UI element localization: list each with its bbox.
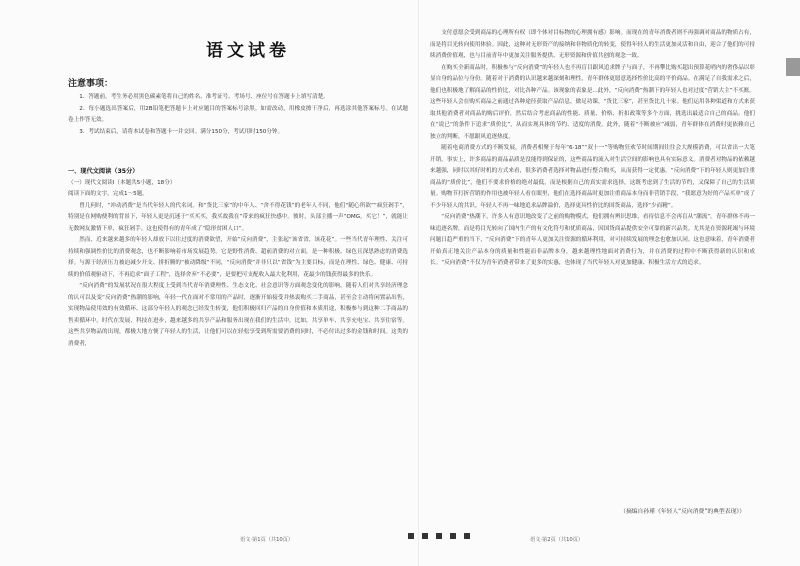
passage-paragraph: 随着电商消费方式的不断发展，消费者相聚于每年“6·18”“双十一”等购物狂欢节时间期间往往会大规模消费，可以省出一大笔开销。事实上，许多商品的商品品质是没能得到保证的，这些商品的流入对生活空间的影响也具有实际意义。消费者对物品的依赖越来越强，同时以其好时机的方式来看，很多消费者选择对物品进行整合购买，从而获得一定优惠。“反向消费”下的年轻人则更加注重商品的“质价比”，他们不要求价格的绝对最低，而是根据自己的真实需求选择，这既考虑到了生活的节约，又保障了自己的生活质量。购物节打折营销的作用也被年轻人看在眼里，他们在选择商品时更加注重商品本身而非营销手段，“我愿意为好的产品买单”成了不少年轻人的共识。年轻人不再一味地追求品牌溢价，选择更具性价比的国货商品，选择“少而精”。 bbox=[430, 145, 755, 209]
registration-mark bbox=[464, 533, 470, 539]
page-fold bbox=[418, 0, 419, 566]
page-number-left: 语文·第1页（共10页） bbox=[240, 537, 294, 543]
notice-item: 2．每小题选出答案后，用2B铅笔把答题卡上对应题目的答案标号涂黑。如需改动，用橡皮擦干净后，再选涂其他答案标号。在试题卷上作答无效。 bbox=[68, 105, 408, 123]
notice-heading: 注意事项： bbox=[68, 79, 114, 89]
registration-mark bbox=[450, 533, 456, 539]
subsection-title: （一）现代文阅读Ⅰ（本题共5小题，18分） bbox=[68, 179, 176, 186]
registration-mark bbox=[436, 533, 442, 539]
notice-item: 1．答题前，考生务必用黑色碳素笔将自己的姓名、准考证号、考场号、座位号在答题卡上填写清楚。 bbox=[79, 94, 329, 100]
reading-prompt: 阅读下面的文字，完成1～5题。 bbox=[68, 191, 148, 197]
passage-paragraph: 然而，近来越来越多的年轻人却放下以往过度的消费欲望，开始“反向消费”，主张起“该省省，该花花”。一些当代青年理性、关注可持续和强调性价比的消费观念，也不断影响着市场发展趋势。它是野性消费、超前消费的对立面，是一种积极、绿色且深思熟虑的消费选择。与源于经济压力被迫减少开支、拼折腾的“被动降级”不同，“反向消费”并非只以“省钱”为主要目标，而是在理性、绿色、健康、可持续的价值观驱动下，不再追求“面子工程”，选择舍弃“不必要”，是要把可支配收入最大化利用，花最少的钱获得最多的快乐。 bbox=[68, 237, 408, 278]
passage-paragraph: 支付意愿会受到商品的心理所有权（即个体对目标物的心理拥有感）影响。而现在的青年消费者则不再强调对商品的物质占有，而是将目光转向使用体验。因此，这种对无形资产的接纳和非物质化的转变，使得年轻人的生活更加灵活和自由，迎合了他们的可持续消费价值观，也与目前青年中更加关注服务提供、无形资源和价值共创的观念一致。 bbox=[430, 30, 755, 59]
notice-list bbox=[68, 92, 408, 138]
passage-paragraph: 在购买全新商品时，积极参与“反向消费”的年轻人也不再盲目跟风追求牌子与面子，不再攀比购买超出预算花哨内的奢侈品以彰显自身的品位与身份。随着对于消费的认识越来越深刻和理性，青年群体更愿意选择性价比高的平价商品。在满足了自我需求之后，他们也积极地了解商品的性价比，对比各种产品。该现象的表象是...此外，“反向消费”热潮下的年轻人也对过度“营销大主”不买账。这些年轻人会在购买商品之前通过各种途径获取产品信息，做足功课，“货比三家”，甚至货比几十家。他们运用各种渠道和方式来获取其他消费者对商品的购后评价，然后结合考虑商品的性能、质量、价格、折扣政策等多个方面，挑选出最适合自己的商品。他们在“说已”的条件下追求“质价比”，从而实现具体的节约、适度的消费。此外，随着“不断被应”减弱，青年群体在消费时更依赖自己独立的判断，不愿跟风追逐热度。 bbox=[430, 64, 755, 140]
passage-continued bbox=[430, 28, 755, 270]
right-page bbox=[430, 0, 755, 566]
registration-marks bbox=[408, 533, 470, 539]
registration-mark bbox=[422, 533, 428, 539]
edge-marker bbox=[786, 58, 800, 76]
passage-source: （摘编自孙瑾《年轻人“反向消费”的典型表现》） bbox=[620, 509, 745, 515]
registration-mark bbox=[408, 533, 414, 539]
reading-section bbox=[68, 166, 408, 350]
section-title: 一、现代文阅读（35分） bbox=[68, 168, 139, 175]
exam-title: 语文试卷 bbox=[206, 41, 290, 61]
left-page bbox=[68, 0, 408, 566]
notice-item: 3．考试结束后，请将本试卷和答题卡一并交回。满分150分，考试用时150分钟。 bbox=[79, 128, 284, 135]
passage-paragraph: “反向消费”的发展状况在很大程度上受到当代青年消费理性、生态文化、社会意识等方面观念变化的影响。随着人们对共享经济理念的认可以及变“反向消费”热潮的影响，年轻一代在面对不常用的产品时，逐渐开始接受并热衷购买二手商品，甚至会主动将闲置品出售，实现物品使用效的有效循环。这部分年轻人的观念已经发生转变，他们积极回归产品的自身价值和本质用途，积极参与到这种二手商品的售卖循环中。时代在发展，科技在进步，越来越多的共享产品和服务出现在我们的生活中，比如，共享单车、共享充电宝、共享住宿等。这些共享物品的出现，都极大地方便了年轻人的生活，让他们可以在轻松享受到所需要消费的同时，不必付出过多的金钱和时间。这类的消费者， bbox=[68, 283, 408, 347]
passage-paragraph: 曾几何时，“冲动消费”是当代年轻人的代名词。和“货比三家”的中年人、“舍不得花钱”的老年人不同，他们“随心所欲”“疯狂剁手”，特别是在网购便利的背景下，年轻人更是沉迷于“买买买，我买故我在”带来的疯狂快感中。彼时，头部主播一声“OMG，买它！”，就能让无数网友激情下单，疯狂剁手。这也使得有的青年成了“隐形贫困人口”。 bbox=[68, 202, 408, 232]
page-number-right: 语文·第2页（共10页） bbox=[530, 537, 584, 543]
passage-paragraph: “反向消费”热潮下，许多人有意识地改变了之前的购物模式，他们拥有辨识思维，看待信息不会再盲从“潮流”。青年群体不再一味追逐名牌，而是将目光转向了国内生产的有文化符号和优质商品，因国货商品提供安全可靠的新兴品类。尤其是在资源耗竭与环境问题日趋严重的当下，“反向消费”下的青年人更加关注资源的循环利用，对可持续发展的理念也愈加认同。这也意味着，青年消费者开始真正地关注产品本身的质量和性能而非品牌本身，越来越理性地面对消费行为，并在消费的过程中不断获得新的认识和成长。“反向消费”不仅为青年消费者带来了更多的实惠，也体现了当代年轻人对更加健康、积极生活方式的追求。 bbox=[430, 214, 755, 266]
